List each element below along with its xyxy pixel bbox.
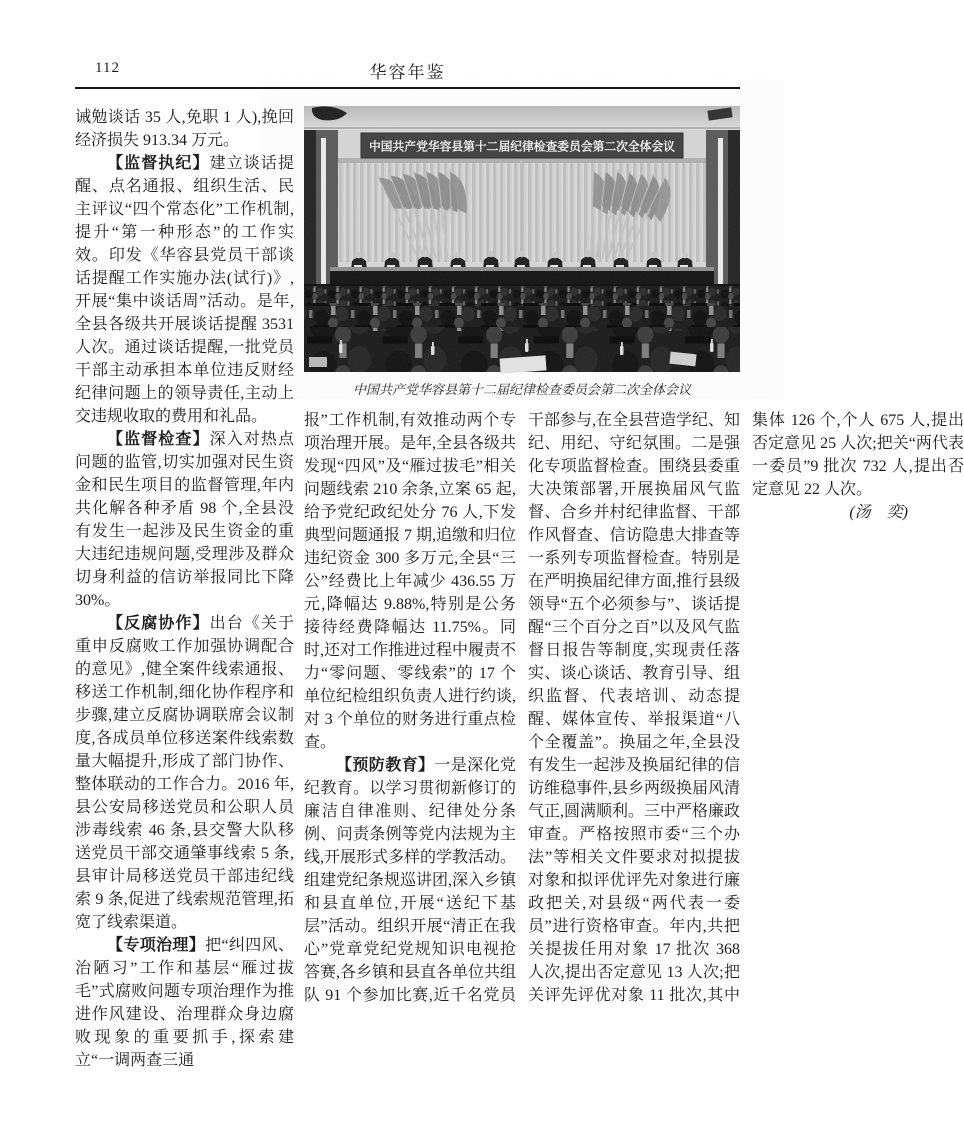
entry-head: 【监督执纪】 (107, 155, 210, 172)
entry-head: 【反腐协作】 (107, 615, 210, 632)
page-header (75, 58, 740, 89)
author-signature: (汤 奕) (849, 504, 908, 521)
meeting-photo (304, 106, 740, 398)
entry-special-governance: 【专项治理】把“纠四风、治陋习”工作和基层“雁过拔毛”式腐败问题专项治理作为推进作风建设、治理群众身边腐败现象的重要抓手,探索建立“一调两查三通 (75, 937, 294, 1069)
entry-head: 【预防教育】 (336, 757, 435, 774)
photo-caption: 中国共产党华容县第十二届纪律检查委员会第二次全体会议 (352, 382, 691, 397)
entry-discipline-enforcement: 【监督执纪】建立谈话提醒、点名通报、组织生活、民主评议“四个常态化”工作机制,提升“第一种形态”的工作实效。印发《华容县党员干部谈话提醒工作实施办法(试行)》,开展“集中谈话周”活动。是年,全县各级共开展谈话提醒 3531 人次。通过谈话提醒,一批党员干部主动承担本单位违反财经纪律问题上的领导责任,主动上交违规收取的费用和礼品。 (75, 155, 294, 425)
left-text-column (75, 106, 294, 1072)
page-body (75, 106, 964, 1072)
photo-grain (304, 106, 740, 372)
page-number: 112 (95, 60, 120, 76)
entry-anticorruption-cooperation: 【反腐协作】出台《关于重申反腐败工作加强协调配合的意见》,健全案件线索通报、移送工作机制,细化协作程序和步骤,建立反腐协调联席会议制度,各成员单位移送案件线索数量大幅提升,形成了部门协作、整体联动的工作合力。2016 年,县公安局移送党员和公职人员涉毒线索 46 条,县交警大队移送党员干部交通肇事线索 5 条,县审计局移送党员干部违纪线索 9 条,促进了线索规范管理,拓宽了线索渠道。 (75, 615, 294, 931)
book-title: 华容年鉴 (369, 63, 446, 82)
entry-prevention-education: 【预防教育】一是深化党纪教育。以学习贯彻新修订的廉洁自律准则、纪律处分条例、问责条例等党内法规为主线,开展形式多样的学教活动。组建党纪条规巡讲团,深入乡镇和县直单位,开展“送纪下基层”活动。组织开展“清正在我心”党章党纪党规知识电视抢答赛,各乡镇和县直各单位共组队 91 个参加比赛,近千名党员干部参与,在全县营造学纪、知纪、用纪、守纪氛围。二是强化专项监督检查。围绕县委重大决策部署,开展换届风气监督、合乡并村纪律监督、干部作风督查、信访隐患大排查等一系列专项监督检查。特别是在严明换届纪律方面,推行县级领导“五个必须参与”、谈话提醒“三个百分之百”以及风气监督日报告等制度,实现责任落实、谈心谈话、教育引导、组织监督、代表培训、动态提醒、媒体宣传、举报渠道“八个全覆盖”。换届之年,全县没有发生一起涉及换届纪律的信访维稳事件,县乡两级换届风清气正,圆满顺利。三中严格廉政审查。严格按照市委“三个办法”等相关文件要求对拟提拔对象和拟评优评先对象进行廉政把关,对县级“两代表一委员”进行资格审查。年内,共把关提拔任用对象 17 批次 368 人次,提出否定意见 13 人次;把关评先评优对象 11 批次,其中集体 126 个,个人 675 人,提出否定意见 25 人次;把关“两代表一委员”9 批次 732 人,提出否定意见 22 人次。 (304, 412, 964, 1004)
entry-head: 【监督检查】 (107, 431, 210, 448)
banner-text: 中国共产党华容县第十二届纪律检查委员会第二次全体会议 (369, 139, 682, 154)
right-area (304, 106, 964, 1072)
entry-supervision-inspection: 【监督检查】深入对热点问题的监管,切实加强对民生资金和民生项目的监督管理,年内共化解各种矛盾 98 个,全县没有发生一起涉及民生资金的重大违纪违规问题,受理涉及群众切身利益的信访举报同比下降 30%。 (75, 431, 294, 609)
meeting-photo-image (304, 106, 740, 372)
entry-head: 【专项治理】 (107, 937, 206, 954)
paragraph-continuation: 诫勉谈话 35 人,免职 1 人),挽回经济损失 913.34 万元。 (75, 109, 294, 149)
article-two-column-text (304, 409, 964, 1013)
paragraph-continuation: 报”工作机制,有效推动两个专项治理开展。是年,全县各级共发现“四风”及“雁过拔毛”相关问题线索 210 余条,立案 65 起,给予党纪政纪处分 76 人,下发典型问题通报 7 期,追缴和归位违纪资金 300 多万元,全县“三公”经费比上年减少 436.55 万元,降幅达 9.88%,特别是公务接待经费降幅达 11.75%。同时,还对工作推进过程中履责不力“零问题、零线索”的 17 个单位纪检组织负责人进行约谈,对 3 个单位的财务进行重点检查。 (304, 412, 517, 751)
